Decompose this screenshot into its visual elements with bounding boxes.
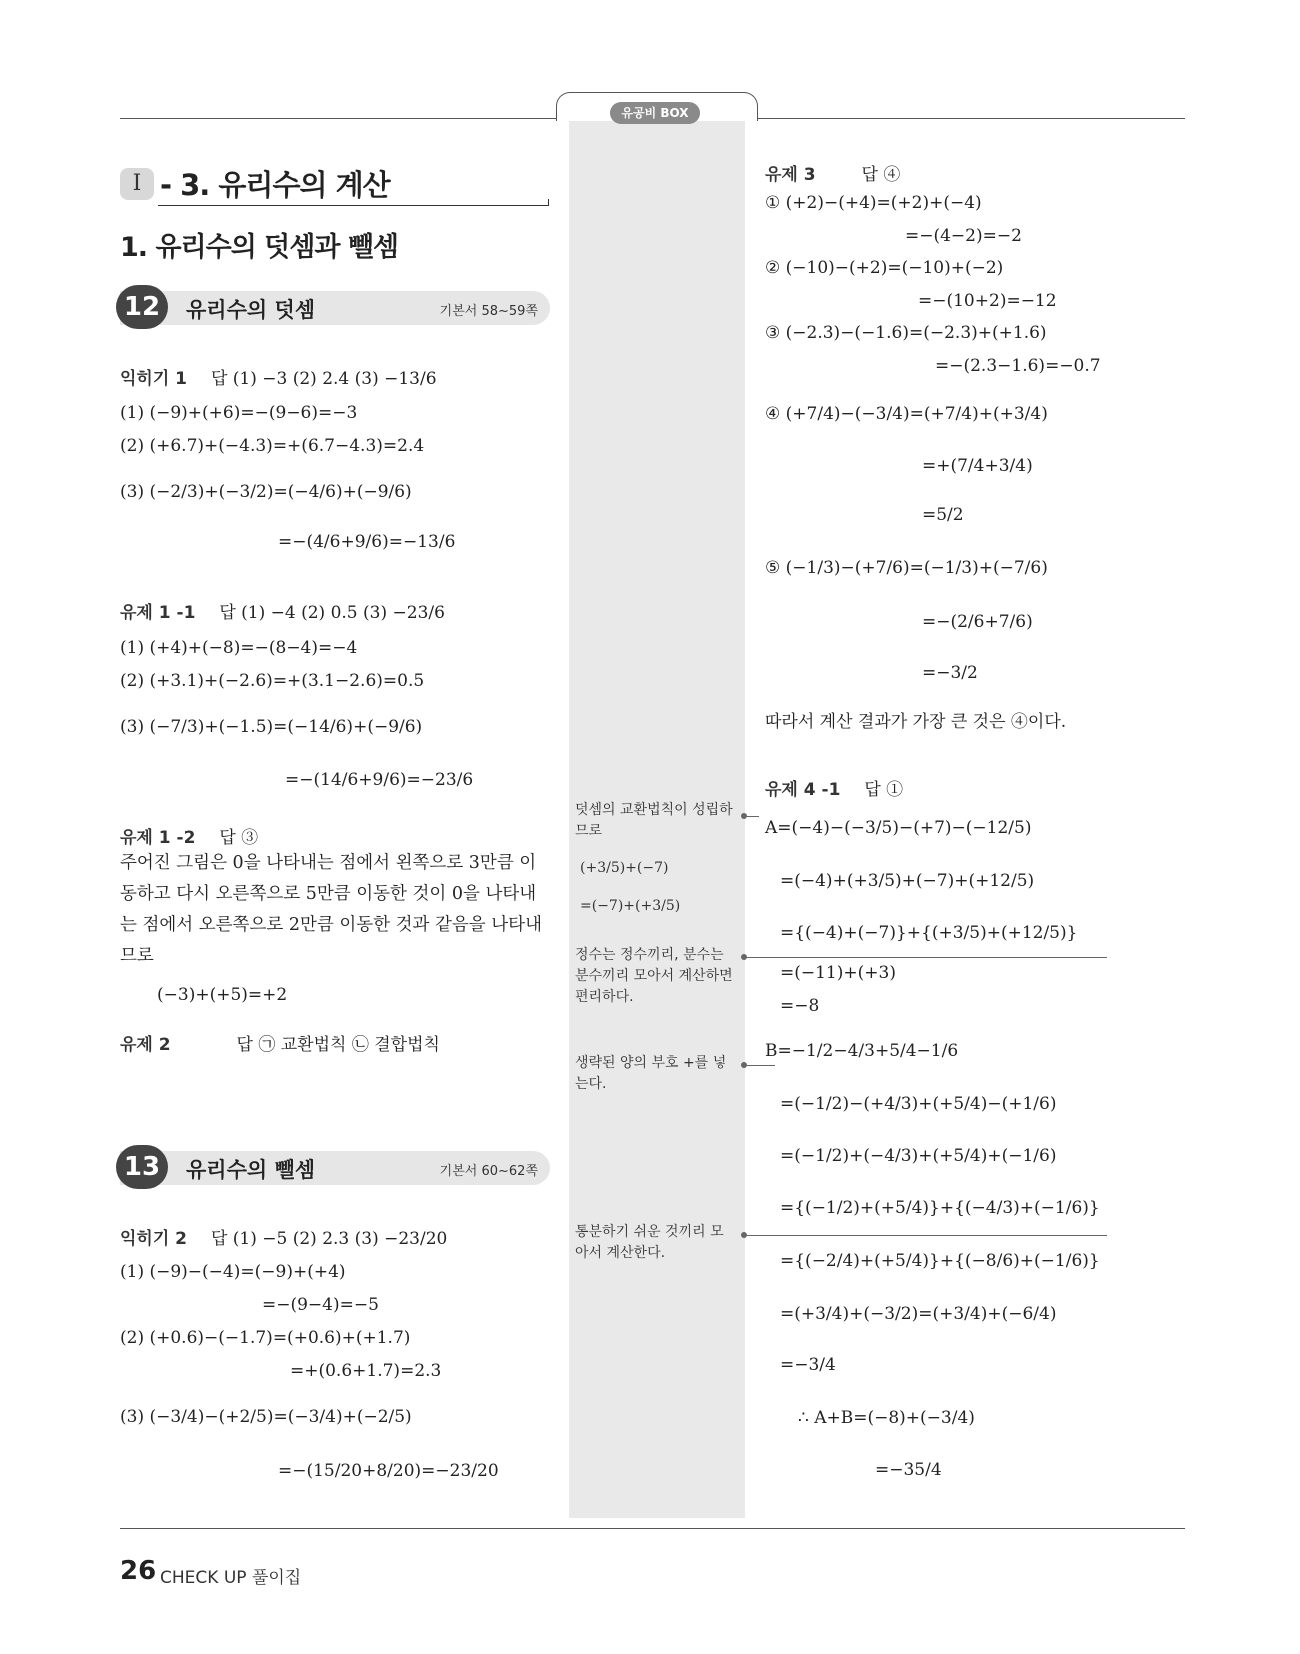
connector-line	[747, 816, 759, 817]
solution-line: (2) (+0.6)−(−1.7)=(+0.6)+(+1.7)	[120, 1328, 411, 1348]
answer: 답 (1) −5 (2) 2.3 (3) −23/20	[210, 1229, 448, 1249]
problem-label	[120, 1030, 440, 1055]
chapter-mark: Ⅰ	[120, 168, 154, 200]
solution-line: ={(−2/4)+(+5/4)}+{(−8/6)+(−1/6)}	[780, 1251, 1100, 1271]
topic-ref: 기본서 60~62쪽	[439, 1164, 538, 1179]
side-note: 덧셈의 교환법칙이 성립하므로	[575, 802, 733, 839]
problem-label-text: 익히기 1	[120, 369, 188, 389]
problem-label	[765, 775, 903, 800]
solution-line: =(−11)+(+3)	[780, 963, 896, 983]
explanation-text: 주어진 그림은 0을 나타내는 점에서 왼쪽으로 3만큼 이동하고 다시 오른쪽으로 5만큼 이동한 것이 0을 나타내는 점에서 오른쪽으로 2만큼 이동한 것과 같음을 나타내므로	[120, 853, 542, 966]
problem-label-text: 유제 3	[765, 165, 816, 185]
answer: 답 ③	[219, 828, 259, 848]
problem-label-text: 익히기 2	[120, 1229, 188, 1249]
problem-label-text: 유제 1 -1	[120, 603, 196, 623]
solution-line: =+(7/4+3/4)	[922, 456, 1033, 476]
connector-line	[747, 1235, 1107, 1236]
solution-line: =5/2	[922, 505, 964, 525]
solution-line: A=(−4)−(−3/5)−(+7)−(−12/5)	[765, 818, 1032, 838]
problem-label	[120, 364, 437, 389]
solution-line: (3) (−3/4)−(+2/5)=(−3/4)+(−2/5)	[120, 1407, 412, 1427]
solution-line: =+(0.6+1.7)=2.3	[290, 1361, 442, 1381]
book-title: CHECK UP 풀이집	[160, 1568, 302, 1588]
solution-line: =(−1/2)−(+4/3)+(+5/4)−(+1/6)	[780, 1094, 1057, 1114]
topic-bar-12	[120, 291, 550, 325]
solution-line: (2) (+3.1)+(−2.6)=+(3.1−2.6)=0.5	[120, 671, 425, 691]
problem-label-text: 유제 1 -2	[120, 828, 196, 848]
problem-label-text: 유제 2	[120, 1035, 171, 1055]
box-label: 유공비 BOX	[610, 102, 700, 124]
answer: 답 ④	[861, 165, 901, 185]
solution-line: =−(4/6+9/6)=−13/6	[278, 532, 456, 552]
bottom-rule	[120, 1528, 1185, 1529]
chapter-title: - 3. 유리수의 계산	[160, 168, 390, 202]
side-note: 정수는 정수끼리, 분수는 분수끼리 모아서 계산하면 편리하다.	[575, 947, 733, 1005]
topic-name: 유리수의 덧셈	[186, 298, 316, 322]
solution-line: =−(4−2)=−2	[905, 226, 1022, 246]
solution-line: (1) (−9)+(+6)=−(9−6)=−3	[120, 403, 358, 423]
solution-line: =−35/4	[875, 1460, 942, 1480]
side-note: 생략된 양의 부호 +를 넣는다.	[575, 1055, 727, 1092]
solution-line: =−(15/20+8/20)=−23/20	[278, 1461, 499, 1481]
topic-ref: 기본서 58~59쪽	[439, 304, 538, 319]
solution-line: =−8	[780, 996, 820, 1016]
conclusion-text: 따라서 계산 결과가 가장 큰 것은 ④이다.	[765, 712, 1067, 732]
solution-line: ① (+2)−(+4)=(+2)+(−4)	[765, 193, 982, 213]
problem-label-text: 유제 4 -1	[765, 780, 841, 800]
solution-line: (3) (−2/3)+(−3/2)=(−4/6)+(−9/6)	[120, 482, 412, 502]
section-title: 1. 유리수의 덧셈과 뺄셈	[120, 232, 398, 263]
solution-line: (1) (−9)−(−4)=(−9)+(+4)	[120, 1262, 346, 1282]
side-math: (+3/5)+(−7)	[580, 860, 669, 876]
solution-line: B=−1/2−4/3+5/4−1/6	[765, 1041, 959, 1061]
solution-line: (−3)+(+5)=+2	[157, 985, 288, 1005]
side-note: 통분하기 쉬운 것끼리 모아서 계산한다.	[575, 1224, 724, 1261]
topic-number: 13	[116, 1145, 168, 1189]
connector-line	[747, 957, 1107, 958]
solution-line: =−(2/6+7/6)	[922, 612, 1033, 632]
solution-line: =−(2.3−1.6)=−0.7	[935, 356, 1101, 376]
solution-line: =(−1/2)+(−4/3)+(+5/4)+(−1/6)	[780, 1146, 1057, 1166]
solution-line: ⑤ (−1/3)−(+7/6)=(−1/3)+(−7/6)	[765, 558, 1048, 578]
problem-label	[765, 160, 900, 185]
topic-bar-13	[120, 1151, 550, 1185]
solution-line: =−(10+2)=−12	[918, 291, 1057, 311]
topic-name: 유리수의 뺄셈	[186, 1158, 316, 1182]
solution-line: (1) (+4)+(−8)=−(8−4)=−4	[120, 638, 358, 658]
solution-line: ② (−10)−(+2)=(−10)+(−2)	[765, 258, 1004, 278]
side-math: =(−7)+(+3/5)	[580, 898, 681, 914]
solution-line: ③ (−2.3)−(−1.6)=(−2.3)+(+1.6)	[765, 323, 1047, 343]
solution-line: =−(14/6+9/6)=−23/6	[285, 770, 474, 790]
answer: 답 (1) −4 (2) 0.5 (3) −23/6	[219, 603, 445, 623]
chapter-underline	[158, 199, 549, 206]
solution-line: ={(−4)+(−7)}+{(+3/5)+(+12/5)}	[780, 923, 1078, 943]
solution-line: (2) (+6.7)+(−4.3)=+(6.7−4.3)=2.4	[120, 436, 425, 456]
connector-line	[747, 1065, 775, 1066]
solution-line: =(+3/4)+(−3/2)=(+3/4)+(−6/4)	[780, 1304, 1057, 1324]
solution-line: (3) (−7/3)+(−1.5)=(−14/6)+(−9/6)	[120, 717, 423, 737]
solution-line: ④ (+7/4)−(−3/4)=(+7/4)+(+3/4)	[765, 404, 1048, 424]
answer: 답 ①	[864, 780, 904, 800]
page-number: 26	[120, 1556, 157, 1586]
answer: 답 ㉠ 교환법칙 ㉡ 결합법칙	[236, 1035, 440, 1055]
solution-line: =(−4)+(+3/5)+(−7)+(+12/5)	[780, 871, 1035, 891]
problem-label	[120, 598, 445, 623]
answer: 답 (1) −3 (2) 2.4 (3) −13/6	[210, 369, 437, 389]
solution-line: ∴ A+B=(−8)+(−3/4)	[798, 1408, 975, 1428]
problem-label	[120, 823, 258, 848]
solution-line: =−(9−4)=−5	[262, 1295, 379, 1315]
problem-label	[120, 1224, 447, 1249]
solution-line: =−3/4	[780, 1355, 836, 1375]
solution-line: ={(−1/2)+(+5/4)}+{(−4/3)+(−1/6)}	[780, 1198, 1100, 1218]
topic-number: 12	[116, 285, 168, 329]
solution-line: =−3/2	[922, 663, 978, 683]
